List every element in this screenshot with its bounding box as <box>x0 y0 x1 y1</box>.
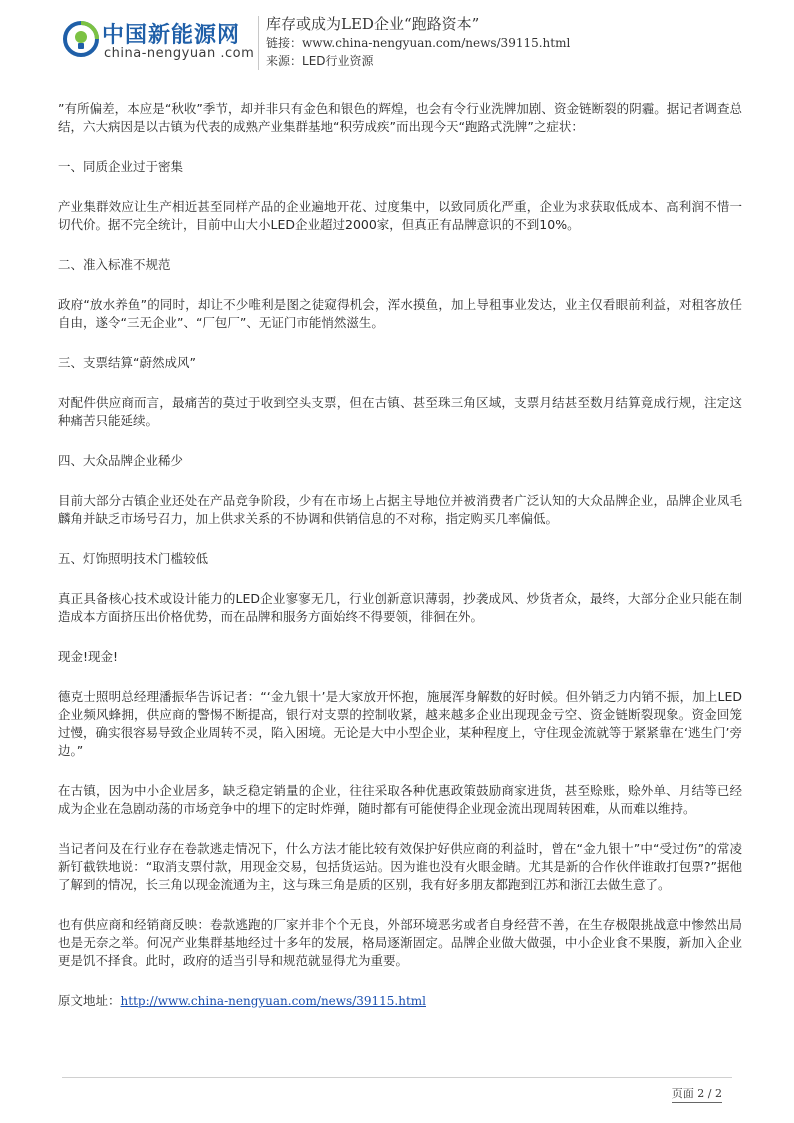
logo-text-cn: 中国新能源网 <box>102 23 241 48</box>
section-heading: 二、准入标准不规范 <box>58 257 171 272</box>
paragraph: 政府“放水养鱼”的同时，却让不少唯利是图之徒窥得机会，浑水摸鱼，加上导租事业发达，业主仅看眼前利益，对租客放任自由，遂令“三无企业”、“厂包厂”、无证门市能悄然滋生。 <box>58 297 742 330</box>
section-heading: 三、支票结算“蔚然成风” <box>58 355 196 370</box>
footer-divider <box>62 1077 732 1078</box>
paragraph: 也有供应商和经销商反映：卷款逃跑的厂家并非个个无良，外部环境恶劣或者自身经营不善，在生存极限挑战意中惨然出局也是无奈之举。何况产业集群基地经过十多年的发展，格局逐渐固定。品牌企业做大做强，中小企业食不果腹，新加入企业更是饥不择食。此时，政府的适当引导和规范就显得尤为重要。 <box>58 917 742 968</box>
section-heading: 一、同质企业过于密集 <box>58 159 184 174</box>
paragraph: 产业集群效应让生产相近甚至同样产品的企业遍地开花、过度集中，以致同质化严重，企业为求获取低成本、高利润不惜一切代价。据不完全统计，目前中山大小LED企业超过2000家，但真正有品牌意识的不到10%。 <box>58 199 742 232</box>
paragraph: 当记者问及在行业存在卷款逃走情况下，什么方法才能比较有效保护好供应商的利益时，曾在“金九银十”中“受过伤”的常凌新钉截铁地说：“取消支票付款，用现金交易，包括货运站。因为谁也没有火眼金睛。尤其是新的合作伙伴谁敢打包票?”据他了解到的情况，长三角以现金流通为主，这与珠三角是质的区别，我有好多朋友都跑到江苏和浙江去做生意了。 <box>58 841 742 892</box>
page-header <box>0 0 794 80</box>
paragraph: 目前大部分古镇企业还处在产品竞争阶段，少有在市场上占据主导地位并被消费者广泛认知的大众品牌企业，品牌企业凤毛麟角并缺乏市场号召力，加上供求关系的不协调和供销信息的不对称，指定购买几率偏低。 <box>58 493 742 526</box>
header-source-line <box>266 52 570 70</box>
header-link-url[interactable]: www.china-nengyuan.com/news/39115.html <box>302 36 571 50</box>
paragraph: 在古镇，因为中小企业居多，缺乏稳定销量的企业，往往采取各种优惠政策鼓励商家进货，甚至赊账，赊外单、月结等已经成为企业在急剧动荡的市场竞争中的埋下的定时炸弹，随时都有可能使得企业现金流出现周转困难，从而难以维持。 <box>58 783 742 816</box>
section-heading: 四、大众品牌企业稀少 <box>58 453 184 468</box>
section-heading: 五、灯饰照明技术门槛较低 <box>58 551 209 566</box>
article-body <box>58 100 742 1010</box>
source-label: 来源： <box>266 54 303 68</box>
page-number: 页面 2 / 2 <box>672 1085 722 1103</box>
paragraph: 真正具备核心技术或设计能力的LED企业寥寥无几，行业创新意识薄弱，抄袭成风、炒货者众，最终，大部分企业只能在制造成本方面挤压出价格优势，而在品牌和服务方面始终不得要领，徘徊在外。 <box>58 591 742 624</box>
site-logo[interactable] <box>62 18 255 68</box>
source-line <box>58 992 742 1010</box>
link-label: 链接： <box>266 36 303 50</box>
logo-icon <box>62 20 100 58</box>
source-value: LED行业资源 <box>302 54 374 68</box>
source-url-link[interactable]: http://www.china-nengyuan.com/news/39115.html <box>120 994 426 1008</box>
section-heading: 现金!现金! <box>58 649 119 664</box>
header-link-line <box>266 34 570 52</box>
source-url-label: 原文地址： <box>58 993 121 1008</box>
logo-text-en: china-nengyuan .com <box>104 46 255 61</box>
paragraph: 德克士照明总经理潘振华告诉记者：“‘金九银十’是大家放开怀抱，施展浑身解数的好时候。但外销乏力内销不振，加上LED企业频风蜂拥，供应商的警惕不断提高，银行对支票的控制收紧，越来越多企业出现现金亏空、资金链断裂现象。资金回笼过慢，确实很容易导致企业周转不灵，陷入困境。无论是大中小型企业，某种程度上，守住现金流就等于紧紧靠在‘逃生门’旁边。” <box>58 689 742 758</box>
paragraph: 对配件供应商而言，最痛苦的莫过于收到空头支票，但在古镇、甚至珠三角区域，支票月结甚至数月结算竟成行规，注定这种痛苦只能延续。 <box>58 395 742 428</box>
header-divider <box>258 16 259 70</box>
paragraph: ”有所偏差，本应是“秋收”季节，却并非只有金色和银色的辉煌，也会有令行业洗牌加剧、资金链断裂的阴霾。据记者调查总结，六大病因是以古镇为代表的成熟产业集群基地“积劳成疾”而出现今天“跑路式洗牌”之症状： <box>58 101 742 134</box>
document-title: 库存或成为LED企业“跑路资本” <box>266 15 480 33</box>
header-info <box>266 14 570 70</box>
